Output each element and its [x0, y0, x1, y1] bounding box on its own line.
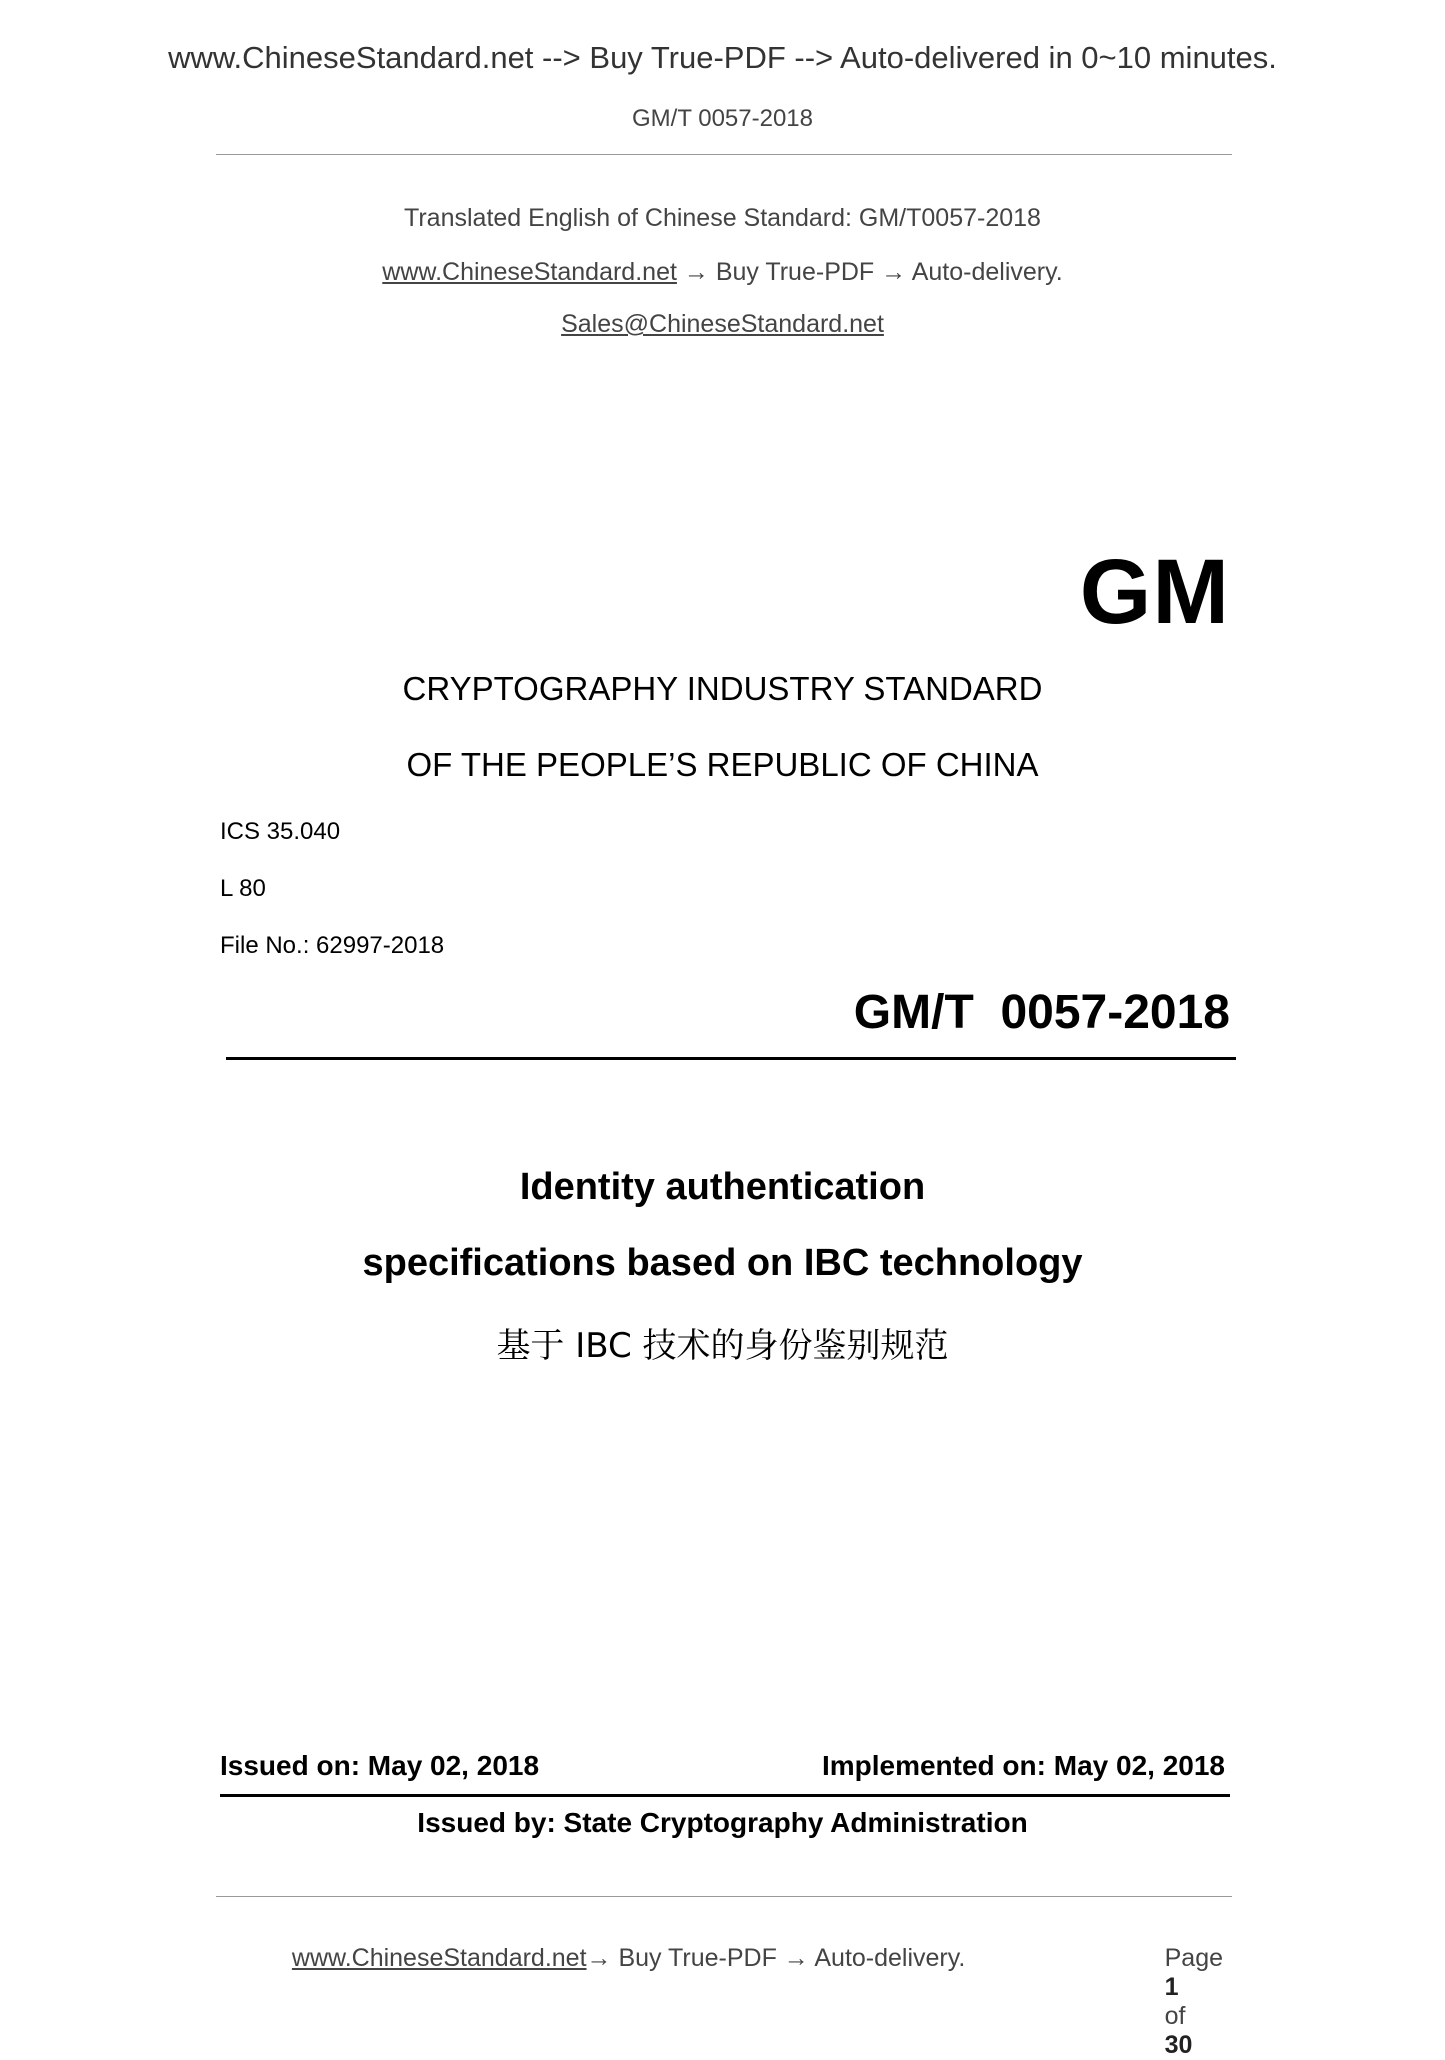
standard-title-line1: CRYPTOGRAPHY INDUSTRY STANDARD	[402, 670, 1043, 707]
doc-title-line2: specifications based on IBC technology	[362, 1242, 1083, 1284]
delivery-text-2: Auto-delivery.	[906, 258, 1063, 286]
doc-title-line1: Identity authentication	[519, 1166, 926, 1208]
header-code: GM/T 0057-2018	[632, 105, 813, 132]
sales-email-link[interactable]: Sales@ChineseStandard.net	[561, 310, 884, 338]
delivery-line	[0, 258, 1445, 287]
footer-chinesestandard-link[interactable]: www.ChineseStandard.net	[291, 1944, 587, 1972]
footer-text-2: Auto-delivery.	[808, 1944, 966, 1972]
l-code: L 80	[220, 875, 266, 902]
arrow-right-icon: →	[783, 1944, 809, 1972]
file-number: File No.: 62997-2018	[220, 932, 445, 959]
translated-line: Translated English of Chinese Standard: GM/T0057-2018	[404, 204, 1041, 232]
standard-title-line2: OF THE PEOPLE’S REPUBLIC OF CHINA	[406, 746, 1039, 783]
standard-number-rule	[226, 1057, 1236, 1060]
footer-delivery	[278, 1915, 965, 1973]
gm-logo: GM	[1079, 541, 1230, 643]
header-divider	[216, 154, 1232, 155]
arrow-right-icon: →	[683, 258, 709, 286]
issue-rule	[220, 1794, 1230, 1797]
issued-on: Issued on: May 02, 2018	[220, 1750, 540, 1781]
footer-divider	[216, 1896, 1232, 1897]
page-label: Page	[1164, 1944, 1223, 1972]
page-total: 30	[1164, 2031, 1193, 2059]
top-banner: www.ChineseStandard.net --> Buy True-PDF --> Auto-delivered in 0~10 minutes.	[168, 40, 1277, 75]
chinesestandard-link[interactable]: www.ChineseStandard.net	[382, 258, 677, 286]
arrow-right-icon: →	[586, 1944, 612, 1972]
implemented-on: Implemented on: May 02, 2018	[821, 1750, 1225, 1781]
doc-title-chinese: 基于 IBC 技术的身份鉴别规范	[496, 1326, 949, 1366]
arrow-right-icon: →	[881, 258, 907, 286]
ics-code: ICS 35.040	[220, 818, 341, 845]
footer-text-1: Buy True-PDF	[611, 1944, 784, 1972]
page-number: 1	[1164, 1973, 1179, 2001]
of-label: of	[1164, 2002, 1186, 2030]
delivery-text-1: Buy True-PDF	[708, 258, 882, 286]
issued-by: Issued by: State Cryptography Administration	[417, 1807, 1028, 1838]
page-indicator	[1151, 1915, 1223, 2060]
standard-number: GM/T 0057-2018	[853, 986, 1230, 1039]
sales-email-row	[0, 310, 1445, 339]
